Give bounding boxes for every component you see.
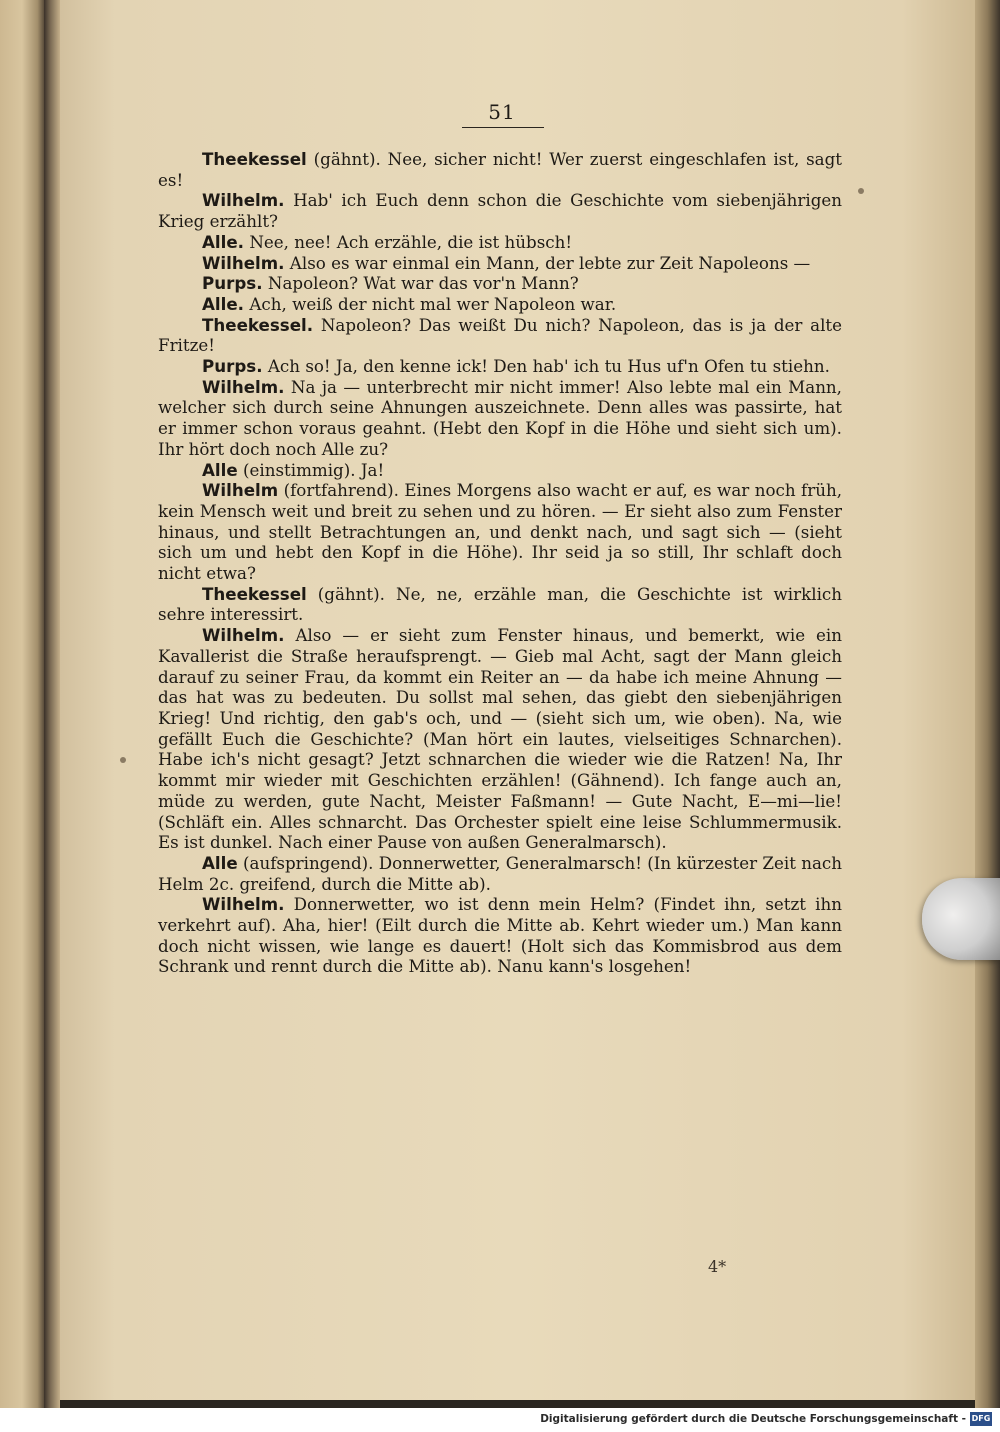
body-text — [158, 149, 842, 977]
dialogue-paragraph — [158, 584, 842, 625]
dialogue-paragraph — [158, 894, 842, 977]
book-gutter — [44, 0, 60, 1408]
dialogue-paragraph — [158, 460, 842, 481]
speaker-name: Alle. — [202, 293, 245, 314]
dialogue-text: Ach, weiß der nicht mal wer Napoleon war. — [244, 293, 617, 314]
speaker-name: Wilhelm. — [202, 252, 285, 273]
page-number: 51 — [488, 100, 516, 124]
dialogue-paragraph — [158, 377, 842, 460]
dialogue-paragraph — [158, 253, 842, 274]
dialogue-text: Ach so! Ja, den kenne ick! Den hab' ich tu Hus uf'n Ofen tu stiehn. — [262, 356, 830, 377]
speaker-name: Purps. — [202, 273, 263, 294]
left-page-edge — [0, 0, 44, 1408]
dialogue-paragraph — [158, 149, 842, 190]
paper-spot — [858, 188, 864, 194]
speaker-name: Wilhelm. — [202, 190, 285, 211]
dialogue-text: Also — er sieht zum Fenster hinaus, und bemerkt, wie ein Kavallerist die Straße heraufsprengt. — Gieb mal Acht, sagt der Mann gleich darauf zu seiner Frau, da kommt ein Reiter an — da habe ich meine Ahnung — das hat was zu bedeuten. Du sollst mal sehen, das giebt den siebenjährigen Krieg! Und richtig, den gab's och, und — (sieht sich um, wie oben). Na, wie gefällt Euch die Geschichte? (Man hört ein lautes, vielseitiges Schnarchen). Habe ich's nicht gesagt? Jetzt schnarchen die wieder wie die Ratzen! Na, Ihr kommt mir wieder mit Geschichten erzählen! (Gähnend). Ich fange auch an, müde zu werden, gute Nacht, Meister Faßmann! — Gute Nacht, E—mi—lie! (Schläft ein. Alles schnarcht. Das Orchester spielt eine leise Schlummermusik. Es ist dunkel. Nach einer Pause von außen Generalmarsch). — [158, 625, 842, 853]
dialogue-paragraph — [158, 853, 842, 894]
dialogue-text: (fortfahrend). Eines Morgens also wacht er auf, es war noch früh, kein Mensch weit und breit zu sehen und zu hören. — Er sieht also zum Fenster hinaus, und stellt Betrachtungen an, und denkt nach, und sagt sich — (sieht sich um und hebt den Kopf in die Höhe). Ihr seid ja so still, Ihr schlaft doch nicht etwa? — [158, 480, 842, 584]
dfg-logo-icon: DFG — [970, 1412, 992, 1426]
paper-spot — [120, 757, 126, 763]
right-page-edge — [975, 0, 1000, 1408]
dialogue-paragraph — [158, 315, 842, 356]
speaker-name: Theekessel — [202, 149, 307, 169]
dialogue-text: (aufspringend). Donnerwetter, Generalmarsch! (In kürzester Zeit nach Helm 2c. greifend, durch die Mitte ab). — [158, 852, 842, 894]
dialogue-text: (gähnt). Ne, ne, erzähle man, die Geschichte ist wirklich sehre interessirt. — [158, 583, 842, 625]
speaker-name: Wilhelm. — [202, 894, 285, 915]
speaker-name: Alle — [202, 459, 238, 480]
speaker-name: Purps. — [202, 356, 263, 377]
dialogue-text: Nee, nee! Ach erzähle, die ist hübsch! — [244, 231, 573, 252]
dialogue-paragraph — [158, 356, 842, 377]
dialogue-text: Napoleon? Wat war das vor'n Mann? — [262, 273, 579, 294]
dialogue-paragraph — [158, 625, 842, 853]
speaker-name: Theekessel. — [202, 314, 314, 335]
dialogue-text: Na ja — unterbrecht mir nicht immer! Also lebte mal ein Mann, welcher sich durch seine Ahnungen auszeichnete. Denn alles was passirte, hat er immer schon voraus geahnt. (Hebt den Kopf in die Höhe und sieht sich um). Ihr hört doch noch Alle zu? — [158, 376, 842, 459]
speaker-name: Wilhelm. — [202, 376, 285, 397]
dialogue-text: (gähnt). Nee, sicher nicht! Wer zuerst eingeschlafen ist, sagt es! — [158, 149, 842, 190]
signature-mark: 4* — [708, 1257, 727, 1276]
page-clip-icon — [922, 878, 1000, 960]
speaker-name: Theekessel — [202, 583, 307, 604]
footer-credit: Digitalisierung gefördert durch die Deutsche Forschungsgemeinschaft - — [540, 1413, 966, 1425]
dialogue-paragraph — [158, 232, 842, 253]
dialogue-paragraph — [158, 190, 842, 231]
speaker-name: Alle. — [202, 231, 245, 252]
speaker-name: Alle — [202, 852, 238, 873]
dialogue-paragraph — [158, 294, 842, 315]
dialogue-paragraph — [158, 273, 842, 294]
dialogue-text: Donnerwetter, wo ist denn mein Helm? (Findet ihn, setzt ihn verkehrt auf). Aha, hier! (Eilt durch die Mitte ab. Kehrt wieder um.) Man kann doch nicht wissen, wie lange es dauert! (Holt sich das Kommisbrod aus dem Schrank und rennt durch die Mitte ab). Nanu kann's losgehen! — [158, 894, 842, 977]
dialogue-text: Napoleon? Das weißt Du nich? Napoleon, das is ja der alte Fritze! — [158, 314, 842, 356]
dialogue-paragraph — [158, 480, 842, 584]
speaker-name: Wilhelm — [202, 480, 279, 501]
dialogue-text: Hab' ich Euch denn schon die Geschichte vom siebenjährigen Krieg erzählt? — [158, 190, 842, 232]
page-number-rule — [462, 127, 544, 128]
speaker-name: Wilhelm. — [202, 625, 285, 646]
dialogue-text: (einstimmig). Ja! — [237, 459, 385, 480]
dialogue-text: Also es war einmal ein Mann, der lebte zur Zeit Napoleons — — [284, 252, 811, 273]
